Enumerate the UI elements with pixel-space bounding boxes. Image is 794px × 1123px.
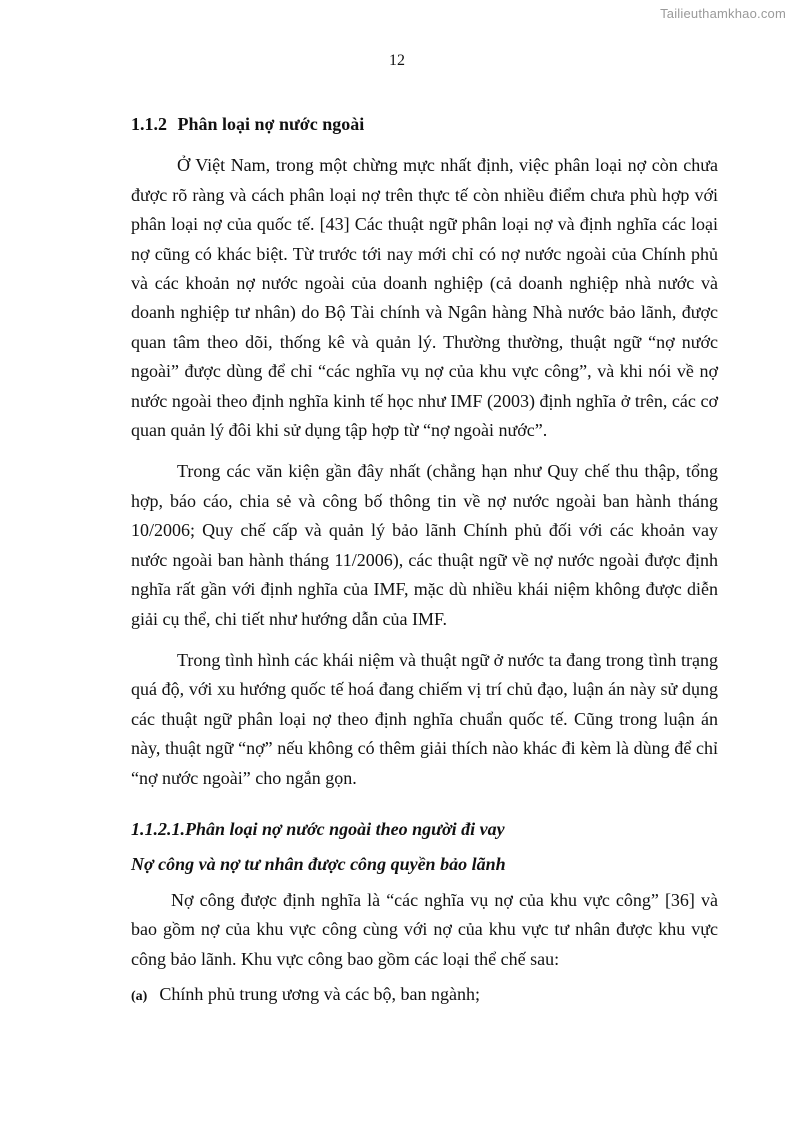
section-title: Phân loại nợ nước ngoài [177, 114, 365, 134]
subsection-title: 1.1.2.1.Phân loại nợ nước ngoài theo người đi vay [131, 818, 505, 839]
document-body [131, 110, 718, 1011]
section-number: 1.1.2 [131, 114, 167, 134]
paragraph-2: Trong các văn kiện gần đây nhất (chẳng hạn như Quy chế thu thập, tổng hợp, báo cáo, chia sẻ và công bố thông tin về nợ nước ngoài ban hành tháng 10/2006; Quy chế cấp và quản lý bảo lãnh Chính phủ đối với các khoản vay nước ngoài ban hành tháng 11/2006), các thuật ngữ về nợ nước ngoài được định nghĩa rất gần với định nghĩa của IMF, mặc dù nhiều khái niệm không được diễn giải cụ thể, chi tiết như hướng dẫn của IMF. [131, 461, 718, 629]
page-number: 12 [389, 52, 405, 69]
list-item-text: Chính phủ trung ương và các bộ, ban ngành; [159, 983, 481, 1004]
list-item [131, 980, 718, 1011]
subsection-subtitle: Nợ công và nợ tư nhân được công quyền bảo lãnh [131, 854, 506, 875]
paragraph-3: Trong tình hình các khái niệm và thuật ngữ ở nước ta đang trong tình trạng quá độ, với xu hướng quốc tế hoá đang chiếm vị trí chủ đạo, luận án này sử dụng các thuật ngữ phân loại nợ theo định nghĩa chuẩn quốc tế. Cũng trong luận án này, thuật ngữ “nợ” nếu không có thêm giải thích nào khác đi kèm là dùng để chỉ “nợ nước ngoài” cho ngắn gọn. [131, 649, 718, 788]
list-marker: (a) [131, 988, 148, 1004]
watermark: Tailieuthamkhao.com [660, 6, 786, 21]
subsection-paragraph: Nợ công được định nghĩa là “các nghĩa vụ nợ của khu vực công” [36] và bao gồm nợ của khu vực công cùng với nợ của khu vực tư nhân được khu vực công bảo lãnh. Khu vực công bao gồm các loại thể chế sau: [131, 889, 718, 969]
section-heading [131, 110, 718, 139]
paragraph-1: Ở Việt Nam, trong một chừng mực nhất định, việc phân loại nợ còn chưa được rõ ràng và cách phân loại nợ trên thực tế còn nhiều điểm chưa phù hợp với phân loại nợ của quốc tế. [43] Các thuật ngữ phân loại nợ và định nghĩa các loại nợ cũng có khác biệt. Từ trước tới nay mới chỉ có nợ nước ngoài của Chính phủ và các khoản nợ nước ngoài của doanh nghiệp (cả doanh nghiệp nhà nước và doanh nghiệp tư nhân) do Bộ Tài chính và Ngân hàng Nhà nước bảo lãnh, được quan tâm theo dõi, thống kê và quản lý. Thường thường, thuật ngữ “nợ nước ngoài” được dùng để chỉ “các nghĩa vụ nợ của khu vực công”, và khi nói về nợ nước ngoài theo định nghĩa kinh tế học như IMF (2003) định nghĩa ở trên, các cơ quan quản lý đôi khi sử dụng tập hợp từ “nợ ngoài nước”. [131, 155, 718, 441]
